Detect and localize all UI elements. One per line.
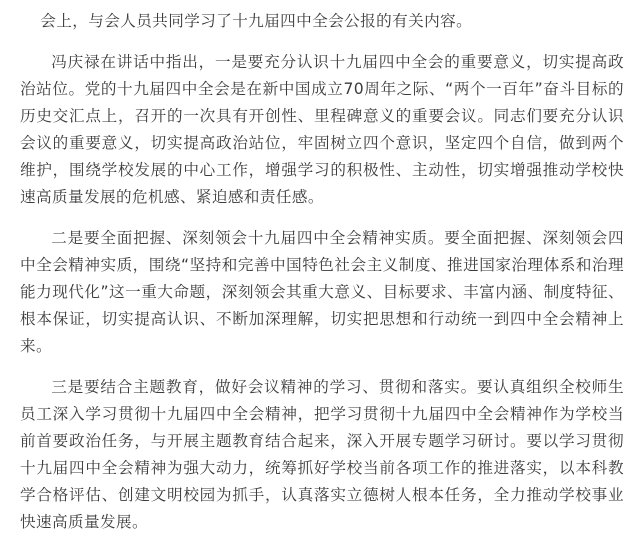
paragraph-point-one: 冯庆禄在讲话中指出，一是要充分认识十九届四中全会的重要意义，切实提高政治站位。党的十九届四中全会是在新中国成立70周年之际、“两个一百年”奋斗目标的历史交汇点上，召开的一次具有开创性、里程碑意义的重要会议。同志们要充分认识会议的重要意义，切实提高政治站位，牢固树立四个意识，坚定四个自信，做到两个维护，围绕学校发展的中心工作，增强学习的积极性、主动性，切实增强推动学校快速高质量发展的危机感、紧迫感和责任感。 [20, 53, 624, 206]
paragraph-meeting-intro: 会上，与会人员共同学习了十九届四中全会公报的有关内容。 [40, 12, 473, 30]
paragraph-point-two: 二是要全面把握、深刻领会十九届四中全会精神实质。要全面把握、深刻领会四中全会精神实质，围绕“坚持和完善中国特色社会主义制度、推进国家治理体系和治理能力现代化”这一重大命题，深刻领会其重大意义、目标要求、丰富内涵、制度特征、根本保证，切实提高认识、不断加深理解，切实把思想和行动统一到四中全会精神上来。 [20, 229, 624, 355]
article-body [20, 8, 624, 550]
paragraph-point-three: 三是要结合主题教育，做好会议精神的学习、贯彻和落实。要认真组织全校师生员工深入学习贯彻十九届四中全会精神，把学习贯彻十九届四中全会精神作为学校当前首要政治任务，与开展主题教育结合起来，深入开展专题学习研讨。要以学习贯彻十九届四中全会精神为强大动力，统筹抓好学校当前各项工作的推进落实，以本科教学合格评估、创建文明校园为抓手，认真落实立德树人根本任务，全力推动学校事业快速高质量发展。 [20, 378, 624, 531]
